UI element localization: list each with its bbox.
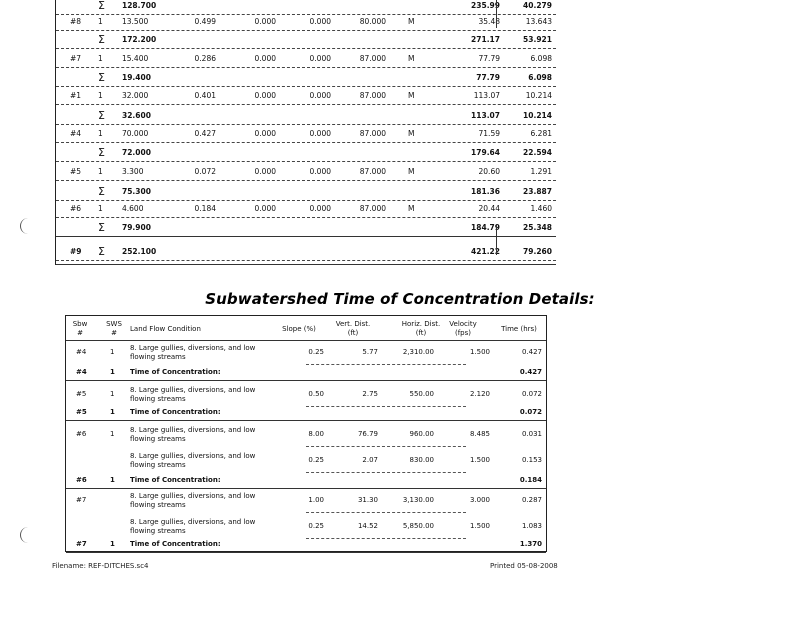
summary-cell-svs: 1 [98, 204, 103, 213]
tc-cell-sbw: #5 [76, 408, 87, 416]
summary-cell-area: 72.000 [122, 148, 151, 157]
summary-cell-m: M [408, 167, 415, 176]
summary-cell-svs: Σ [98, 109, 105, 122]
row-separator [56, 104, 556, 105]
tc-cell-time: 0.427 [521, 348, 542, 356]
summary-cell-v2: 40.279 [523, 1, 552, 10]
summary-cell-area: 15.400 [122, 54, 149, 63]
summary-cell-svs: Σ [98, 221, 105, 234]
tc-cell-sbw: #7 [76, 496, 87, 504]
summary-cell-v1: 421.22 [471, 247, 500, 256]
summary-total-row [56, 243, 556, 261]
summary-cell-v2: 22.594 [523, 148, 552, 157]
header-velocity: Velocity (fps) [449, 320, 477, 337]
tc-cell-vel: 1.500 [469, 456, 490, 464]
summary-data-row [56, 13, 556, 31]
summary-cell-area: 3.300 [122, 167, 144, 176]
row-separator [56, 67, 556, 68]
summary-total-row [56, 69, 556, 87]
summary-cell-c4: 87.000 [359, 129, 386, 138]
summary-data-row [56, 87, 556, 105]
tc-cell-time: 1.083 [521, 522, 542, 530]
footer-filename: Filename: REF-DITCHES.sc4 [52, 562, 149, 570]
row-separator [56, 236, 556, 237]
tc-cell-horiz: 3,130.00 [402, 496, 434, 504]
summary-cell-m: M [408, 129, 415, 138]
summary-cell-svs: Σ [98, 33, 105, 46]
summary-cell-v1: 20.44 [478, 204, 500, 213]
row-separator [66, 488, 546, 489]
tc-cell-sbw: #4 [76, 368, 87, 376]
tc-cell-vert: 2.07 [362, 456, 378, 464]
summary-cell-c1: 0.072 [194, 167, 216, 176]
summary-table [55, 0, 556, 265]
summary-cell-id: #6 [70, 204, 82, 213]
tc-cell-vert: 14.52 [357, 522, 378, 530]
tc-cell-vert: 5.77 [362, 348, 378, 356]
summary-cell-v2: 23.887 [523, 187, 552, 196]
summary-cell-c4: 80.000 [359, 17, 386, 26]
tc-cell-svs: 1 [110, 408, 115, 416]
tc-cell-horiz: 2,310.00 [402, 348, 434, 356]
summary-cell-c1: 0.499 [194, 17, 216, 26]
tc-cell-sbw: #6 [76, 430, 87, 438]
summary-data-row [56, 163, 556, 181]
summary-data-row [56, 125, 556, 143]
tc-cell-cond: Time of Concentration: [130, 368, 221, 376]
summary-cell-v1: 77.79 [476, 73, 500, 82]
summary-cell-area: 4.600 [122, 204, 144, 213]
header-sbw: Sbw # [72, 320, 88, 337]
summary-cell-m: M [408, 204, 415, 213]
tc-cell-slope: 1.00 [308, 496, 324, 504]
summary-cell-v2: 6.098 [530, 54, 552, 63]
summary-cell-id: #9 [70, 247, 82, 256]
summary-data-row [56, 200, 556, 218]
tc-cell-slope: 0.50 [308, 390, 324, 398]
row-separator [66, 420, 546, 421]
tc-cell-slope: 0.25 [308, 348, 324, 356]
summary-cell-c3: 0.000 [309, 17, 331, 26]
row-separator [56, 180, 556, 181]
binder-hole-mark [20, 218, 30, 234]
tc-cell-vel: 1.500 [469, 522, 490, 530]
tc-cell-svs: 1 [110, 430, 115, 438]
section-title: Subwatershed Time of Concentration Details: [205, 290, 595, 308]
summary-cell-v2: 1.291 [530, 167, 552, 176]
summary-cell-c3: 0.000 [309, 54, 331, 63]
summary-cell-area: 70.000 [122, 129, 149, 138]
summary-cell-c4: 87.000 [359, 204, 386, 213]
tc-cell-cond: 8. Large gullies, diversions, and low flowing streams [130, 426, 256, 443]
row-separator [306, 512, 466, 513]
summary-cell-v2: 79.260 [523, 247, 552, 256]
tc-cell-cond: 8. Large gullies, diversions, and low flowing streams [130, 518, 256, 535]
tc-cell-vel: 2.120 [469, 390, 490, 398]
tc-cell-time: 0.153 [521, 456, 542, 464]
tc-cell-time: 0.072 [521, 390, 542, 398]
tc-cell-cond: 8. Large gullies, diversions, and low flowing streams [130, 344, 256, 361]
summary-cell-c3: 0.000 [309, 129, 331, 138]
header-sws: SWS # [106, 320, 122, 337]
summary-cell-v2: 10.214 [523, 111, 552, 120]
summary-cell-id: #8 [70, 17, 82, 26]
summary-cell-v1: 179.64 [471, 148, 500, 157]
tc-cell-cond: 8. Large gullies, diversions, and low flowing streams [130, 492, 256, 509]
summary-cell-svs: Σ [98, 245, 105, 258]
summary-cell-c2: 0.000 [254, 91, 276, 100]
summary-cell-v1: 184.79 [471, 223, 500, 232]
row-separator [306, 472, 466, 473]
summary-cell-id: #4 [70, 129, 82, 138]
summary-cell-area: 75.300 [122, 187, 151, 196]
summary-cell-c2: 0.000 [254, 17, 276, 26]
row-separator [66, 380, 546, 381]
tc-cell-vert: 2.75 [362, 390, 378, 398]
tc-cell-horiz: 550.00 [409, 390, 434, 398]
summary-total-row [56, 107, 556, 125]
tc-cell-svs: 1 [110, 368, 115, 376]
summary-cell-id: #7 [70, 54, 82, 63]
column-divider [496, 225, 497, 255]
header-slope: Slope (%) [282, 325, 316, 333]
summary-total-row [56, 31, 556, 49]
row-separator [306, 406, 466, 407]
tc-cell-svs: 1 [110, 390, 115, 398]
tc-cell-cond: Time of Concentration: [130, 408, 221, 416]
summary-cell-v1: 71.59 [478, 129, 500, 138]
summary-cell-id: #5 [70, 167, 82, 176]
summary-cell-svs: 1 [98, 54, 103, 63]
header-vert-dist: Vert. Dist. (ft) [335, 320, 371, 337]
summary-cell-v1: 235.99 [471, 1, 500, 10]
summary-cell-v2: 13.643 [525, 17, 552, 26]
summary-cell-area: 252.100 [122, 247, 157, 256]
summary-cell-area: 79.900 [122, 223, 151, 232]
summary-cell-area: 19.400 [122, 73, 151, 82]
summary-cell-svs: Σ [98, 71, 105, 84]
tc-cell-vel: 8.485 [469, 430, 490, 438]
header-land-flow-condition: Land Flow Condition [130, 325, 201, 333]
summary-cell-v2: 53.921 [523, 35, 552, 44]
summary-cell-v1: 113.07 [473, 91, 500, 100]
row-separator [306, 446, 466, 447]
tc-cell-slope: 0.25 [308, 456, 324, 464]
summary-cell-svs: 1 [98, 167, 103, 176]
summary-cell-svs: 1 [98, 91, 103, 100]
summary-cell-svs: Σ [98, 0, 105, 12]
tc-cell-vel: 1.500 [469, 348, 490, 356]
summary-cell-c4: 87.000 [359, 54, 386, 63]
summary-cell-v1: 113.07 [471, 111, 500, 120]
tc-cell-slope: 8.00 [308, 430, 324, 438]
row-separator [56, 217, 556, 218]
tc-cell-time: 0.427 [519, 368, 542, 376]
tc-cell-vert: 76.79 [357, 430, 378, 438]
summary-cell-m: M [408, 91, 415, 100]
summary-cell-c1: 0.427 [194, 129, 216, 138]
summary-cell-v2: 10.214 [525, 91, 552, 100]
time-of-concentration-table [65, 315, 547, 552]
summary-total-row [56, 144, 556, 162]
row-separator [306, 364, 466, 365]
summary-cell-area: 172.200 [122, 35, 157, 44]
tc-cell-horiz: 5,850.00 [402, 522, 434, 530]
summary-cell-id: #1 [70, 91, 82, 100]
tc-cell-slope: 0.25 [308, 522, 324, 530]
summary-cell-v1: 20.60 [478, 167, 500, 176]
summary-data-row [56, 50, 556, 68]
summary-cell-svs: Σ [98, 146, 105, 159]
table-bottom-border [56, 264, 556, 265]
header-horiz-dist: Horiz. Dist. (ft) [401, 320, 441, 337]
summary-cell-c1: 0.184 [194, 204, 216, 213]
footer-printed-date: Printed 05-08-2008 [490, 562, 558, 570]
tc-cell-sbw: #6 [76, 476, 87, 484]
summary-cell-v1: 77.79 [478, 54, 500, 63]
row-separator [306, 538, 466, 539]
summary-cell-area: 13.500 [122, 17, 149, 26]
tc-cell-horiz: 830.00 [409, 456, 434, 464]
row-separator [56, 142, 556, 143]
tc-cell-time: 1.370 [519, 540, 542, 548]
summary-cell-c4: 87.000 [359, 91, 386, 100]
summary-cell-c2: 0.000 [254, 167, 276, 176]
row-separator [56, 48, 556, 49]
row-separator [56, 161, 556, 162]
summary-cell-v1: 181.36 [471, 187, 500, 196]
row-separator [56, 260, 556, 261]
tc-cell-horiz: 960.00 [409, 430, 434, 438]
row-separator [66, 552, 546, 553]
summary-cell-c4: 87.000 [359, 167, 386, 176]
tc-cell-sbw: #5 [76, 390, 87, 398]
tc-cell-time: 0.031 [521, 430, 542, 438]
summary-cell-c1: 0.286 [194, 54, 216, 63]
tc-cell-time: 0.072 [519, 408, 542, 416]
summary-cell-c2: 0.000 [254, 204, 276, 213]
summary-cell-area: 32.000 [122, 91, 149, 100]
summary-cell-c2: 0.000 [254, 54, 276, 63]
summary-cell-v2: 25.348 [523, 223, 552, 232]
summary-total-row [56, 183, 556, 201]
tc-cell-vert: 31.30 [357, 496, 378, 504]
tc-cell-time: 0.184 [519, 476, 542, 484]
summary-cell-area: 32.600 [122, 111, 151, 120]
tc-cell-cond: Time of Concentration: [130, 540, 221, 548]
summary-cell-svs: 1 [98, 129, 103, 138]
summary-total-row [56, 219, 556, 237]
binder-hole-mark [20, 527, 30, 543]
summary-cell-svs: Σ [98, 185, 105, 198]
tc-cell-cond: 8. Large gullies, diversions, and low flowing streams [130, 452, 256, 469]
tc-cell-svs: 1 [110, 476, 115, 484]
tc-cell-cond: 8. Large gullies, diversions, and low flowing streams [130, 386, 256, 403]
summary-cell-svs: 1 [98, 17, 103, 26]
tc-cell-svs: 1 [110, 348, 115, 356]
tc-cell-time: 0.287 [521, 496, 542, 504]
summary-cell-v1: 35.48 [478, 17, 500, 26]
summary-cell-v2: 1.460 [530, 204, 552, 213]
summary-cell-m: M [408, 54, 415, 63]
summary-cell-c3: 0.000 [309, 167, 331, 176]
tc-cell-sbw: #4 [76, 348, 87, 356]
summary-cell-v2: 6.098 [528, 73, 552, 82]
column-divider [496, 0, 497, 28]
summary-cell-v1: 271.17 [471, 35, 500, 44]
summary-cell-c3: 0.000 [309, 91, 331, 100]
summary-cell-c1: 0.401 [194, 91, 216, 100]
header-time: Time (hrs) [501, 325, 537, 333]
summary-cell-area: 128.700 [122, 1, 157, 10]
tc-cell-vel: 3.000 [469, 496, 490, 504]
summary-cell-v2: 6.281 [530, 129, 552, 138]
summary-cell-c2: 0.000 [254, 129, 276, 138]
tc-cell-cond: Time of Concentration: [130, 476, 221, 484]
tc-cell-sbw: #7 [76, 540, 87, 548]
tc-cell-svs: 1 [110, 540, 115, 548]
summary-cell-m: M [408, 17, 415, 26]
summary-cell-c3: 0.000 [309, 204, 331, 213]
